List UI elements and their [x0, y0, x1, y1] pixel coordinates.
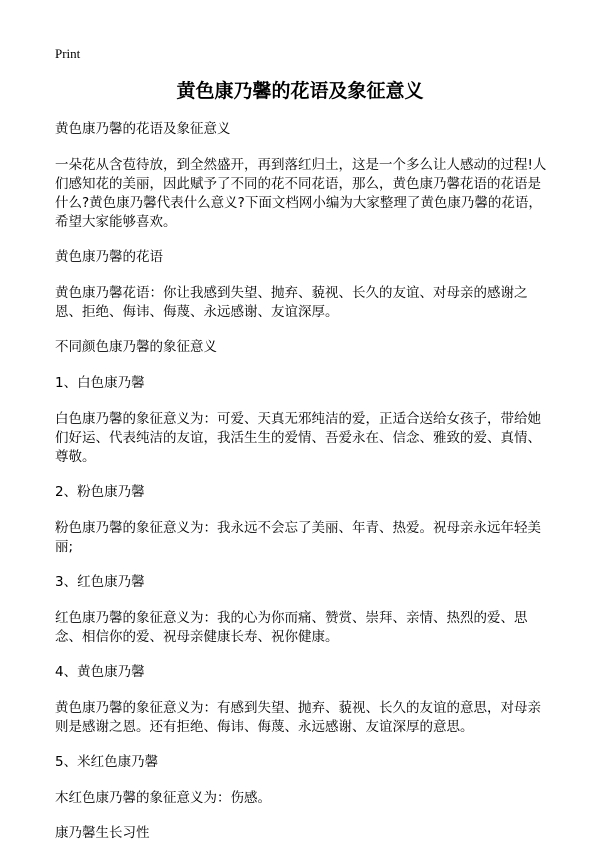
- heading-red: 3、红色康乃馨: [55, 574, 145, 590]
- print-link[interactable]: Print: [55, 46, 81, 61]
- heading-rice-red: 5、米红色康乃馨: [55, 754, 159, 770]
- white-paragraph: 白色康乃馨的象征意义为：可爱、天真无邪纯洁的爱，正适合送给女孩子，带给她们好运、代表纯洁的友谊，我活生生的爱情、吾爱永在、信念、雅致的爱、真情、尊敬。: [55, 411, 541, 465]
- red-paragraph: 红色康乃馨的象征意义为：我的心为你而痛、赞赏、崇拜、亲情、热烈的爱、思念、相信你的爱、祝母亲健康长寿、祝你健康。: [55, 610, 528, 645]
- pink-paragraph: 粉色康乃馨的象征意义为：我永远不会忘了美丽、年青、热爱。祝母亲永远年轻美丽;: [55, 520, 541, 555]
- yellow-paragraph: 黄色康乃馨的象征意义为：有感到失望、抛弃、藐视、长久的友谊的意思，对母亲则是感谢之恩。还有拒绝、侮讳、侮蔑、永远感谢、友谊深厚的意思。: [55, 700, 541, 735]
- section-heading-growth-habits: 康乃馨生长习性: [55, 825, 150, 841]
- heading-pink: 2、粉色康乃馨: [55, 484, 145, 500]
- intro-paragraph: 一朵花从含苞待放，到全然盛开，再到落红归土，这是一个多么让人感动的过程!人们感知花的美丽，因此赋予了不同的花不同花语，那么，黄色康乃馨花语的花语是什么?黄色康乃馨代表什么意义?下面文档网小编为大家整理了黄色康乃馨的花语，希望大家能够喜欢。: [55, 157, 547, 230]
- rice-red-paragraph: 木红色康乃馨的象征意义为：伤感。: [55, 790, 271, 806]
- heading-white: 1、白色康乃馨: [55, 375, 145, 391]
- document-body: [55, 120, 553, 860]
- section-heading-colors: 不同颜色康乃馨的象征意义: [55, 339, 217, 355]
- document-title: 黄色康乃馨的花语及象征意义: [176, 80, 424, 102]
- section-heading-flower-language: 黄色康乃馨的花语: [55, 249, 163, 265]
- heading-yellow: 4、黄色康乃馨: [55, 664, 145, 680]
- subtitle-paragraph: 黄色康乃馨的花语及象征意义: [55, 121, 231, 137]
- flower-language-paragraph: 黄色康乃馨花语：你让我感到失望、抛弃、藐视、长久的友谊、对母亲的感谢之恩、拒绝、侮讳、侮蔑、永远感谢、友谊深厚。: [55, 285, 528, 320]
